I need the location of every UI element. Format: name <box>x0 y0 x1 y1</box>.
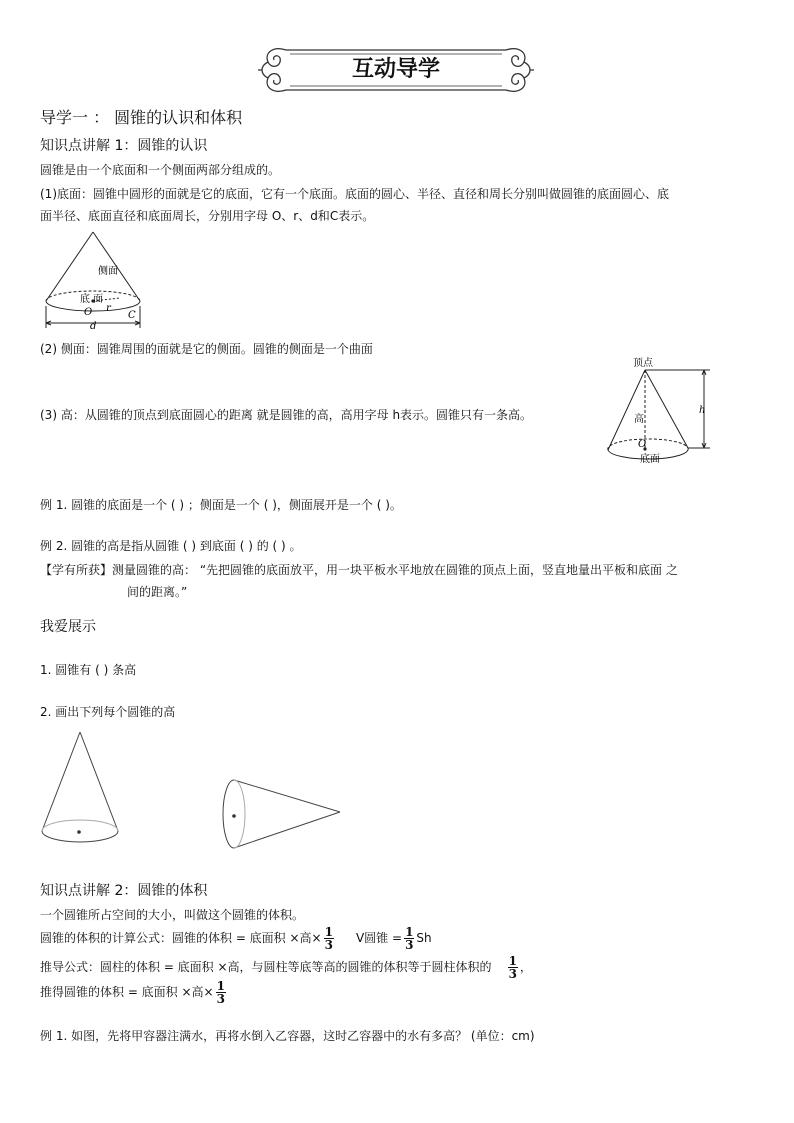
derive-text: 推导公式：圆柱的体积 = 底面积 ×高，与圆柱等底等高的圆锥的体积等于圆柱体积的 <box>40 960 492 974</box>
example-1: 例 1. 圆锥的底面是一个 ( ) ；侧面是一个 ( )，侧面展开是一个 ( )。 <box>40 498 402 512</box>
cone-upright <box>36 728 136 852</box>
example-3: 例 1. 如图，先将甲容器注满水，再将水倒入乙容器，这时乙容器中的水有多高？ (单位：cm) <box>40 1029 535 1043</box>
side-label: 侧面 <box>98 266 118 277</box>
tip-text-1: 【学有所获】测量圆锥的高： “先把圆锥的底面放平，用一块平板水平地放在圆锥的顶点上面，竖直地量出平板和底面 之 <box>40 563 678 577</box>
kp1-title: 知识点讲解 1：圆锥的认识 <box>40 138 208 154</box>
result-text: 推得圆锥的体积 = 底面积 ×高× <box>40 985 214 999</box>
h-label: h <box>699 405 706 416</box>
formula-v: V圆锥 = <box>355 931 403 945</box>
kp2-title: 知识点讲解 2：圆锥的体积 <box>40 883 208 899</box>
cone-figure-height <box>600 356 720 468</box>
question-2: 2. 画出下列每个圆锥的高 <box>40 705 176 719</box>
base-text-1: (1)底面：圆锥中圆形的面就是它的底面，它有一个底面。底面的圆心、半径、直径和周长分别叫做圆锥的底面圆心、底 <box>40 187 670 201</box>
vertex-label: 顶点 <box>633 358 653 369</box>
fraction-one-third: $\frac{1}{3}$ <box>216 978 225 1006</box>
height-label: 高 <box>634 414 644 425</box>
side-text: (2) 侧面：圆锥周围的面就是它的侧面。圆锥的侧面是一个曲面 <box>40 342 373 356</box>
tip-text-2: 间的距离。” <box>127 585 188 599</box>
volume-definition: 一个圆锥所占空间的大小，叫做这个圆锥的体积。 <box>40 908 305 922</box>
example-2: 例 2. 圆锥的高是指从圆锥 ( ) 到底面 ( ) 的 ( ) 。 <box>40 539 302 553</box>
section-heading: 导学一 ： 圆锥的认识和体积 <box>40 108 243 127</box>
o2-label: O <box>638 439 647 450</box>
r-label: r <box>106 303 111 314</box>
fraction-one-third: $\frac{1}{3}$ <box>324 924 333 952</box>
height-text: (3) 高：从圆锥的顶点到底面圆心的距离 就是圆锥的高，高用字母 h表示。圆锥只有一条高。 <box>40 408 533 422</box>
intro-text: 圆锥是由一个底面和一个侧面两部分组成的。 <box>40 163 281 177</box>
c-label: C <box>128 310 136 321</box>
fraction-one-third: $\frac{1}{3}$ <box>405 924 414 952</box>
cone-figure-labeled <box>40 228 150 334</box>
question-1: 1. 圆锥有 ( ) 条高 <box>40 663 137 677</box>
o-label: O <box>84 307 93 318</box>
base-label: 底 面 <box>80 294 104 305</box>
d-label: d <box>90 321 97 332</box>
base2-label: 底面 <box>640 454 660 465</box>
derive-tail: ， <box>519 960 532 974</box>
fraction-one-third: $\frac{1}{3}$ <box>508 953 517 981</box>
banner-title: 互动导学 <box>351 56 440 82</box>
result-line <box>40 979 228 1005</box>
derive-line <box>40 954 532 980</box>
cone-sideways <box>216 776 346 856</box>
base-text-2: 面半径、底面直径和底面周长，分别用字母 O、r、d和C表示。 <box>40 209 375 223</box>
show-title: 我爱展示 <box>40 619 96 635</box>
formula-text: 圆锥的体积的计算公式：圆锥的体积 = 底面积 ×高× <box>40 931 322 945</box>
formula-sh: Sh <box>416 931 432 945</box>
formula-line <box>40 926 432 950</box>
